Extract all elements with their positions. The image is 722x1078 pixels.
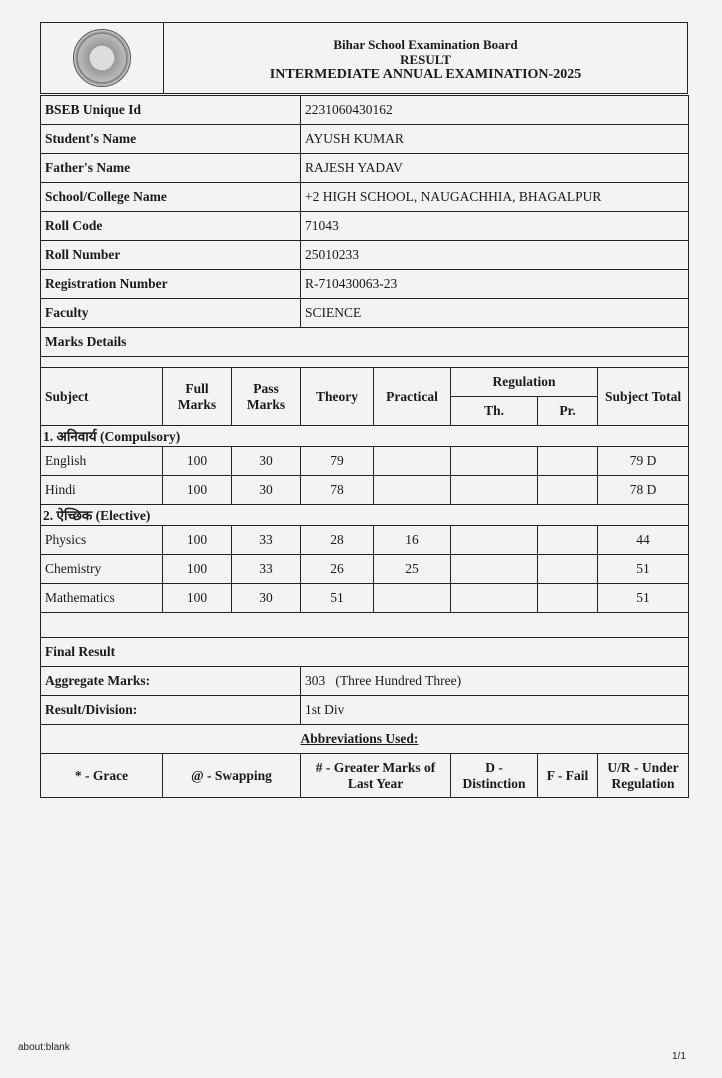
info-value: +2 HIGH SCHOOL, NAUGACHHIA, BHAGALPUR: [301, 183, 689, 212]
bseb-logo-icon: [73, 29, 131, 87]
full-marks: 100: [163, 555, 232, 584]
col-theory: Theory: [301, 368, 374, 426]
full-marks: 100: [163, 584, 232, 613]
subject-row: [41, 555, 689, 584]
col-subject-total: Subject Total: [598, 368, 689, 426]
info-value: SCIENCE: [301, 299, 689, 328]
theory-marks: 51: [301, 584, 374, 613]
theory-marks: 78: [301, 476, 374, 505]
result-table: [40, 95, 689, 798]
abbrev-grace: * - Grace: [41, 754, 163, 798]
col-practical: Practical: [374, 368, 451, 426]
info-label: Faculty: [41, 299, 301, 328]
pass-marks: 30: [232, 584, 301, 613]
col-reg-th: Th.: [451, 397, 538, 426]
subject-name: English: [41, 447, 163, 476]
abbrev-fail: F - Fail: [538, 754, 598, 798]
info-row: [41, 270, 689, 299]
subject-name: Physics: [41, 526, 163, 555]
result-label: Result/Division:: [41, 696, 301, 725]
board-name: Bihar School Examination Board: [333, 37, 518, 52]
abbreviations-title: Abbreviations Used:: [301, 725, 689, 754]
info-label: Roll Number: [41, 241, 301, 270]
exam-title: INTERMEDIATE ANNUAL EXAMINATION-2025: [269, 67, 582, 82]
info-value: 25010233: [301, 241, 689, 270]
pass-marks: 30: [232, 476, 301, 505]
subject-total: 51: [598, 555, 689, 584]
practical-marks: [374, 476, 451, 505]
section-title: 2. ऐच्छिक (Elective): [41, 505, 689, 526]
abbrev-under-regulation: U/R - Under Regulation: [598, 754, 689, 798]
full-marks: 100: [163, 476, 232, 505]
subject-total: 51: [598, 584, 689, 613]
info-value: 2231060430162: [301, 96, 689, 125]
subject-name: Hindi: [41, 476, 163, 505]
subject-name: Chemistry: [41, 555, 163, 584]
subject-total: 78 D: [598, 476, 689, 505]
footer-url: about:blank: [18, 1042, 70, 1053]
practical-marks: 16: [374, 526, 451, 555]
abbrev-distinction: D - Distinction: [451, 754, 538, 798]
info-row: [41, 125, 689, 154]
result-header: [40, 22, 688, 94]
full-marks: 100: [163, 447, 232, 476]
info-row: [41, 96, 689, 125]
theory-marks: 26: [301, 555, 374, 584]
full-marks: 100: [163, 526, 232, 555]
subject-row: [41, 447, 689, 476]
subject-row: [41, 584, 689, 613]
result-title: RESULT: [400, 52, 451, 67]
footer-page: 1/1: [672, 1051, 686, 1062]
aggregate-value: 303 (Three Hundred Three): [301, 667, 689, 696]
info-label: BSEB Unique Id: [41, 96, 301, 125]
section-title: 1. अनिवार्य (Compulsory): [41, 426, 689, 447]
col-regulation: Regulation: [451, 368, 598, 397]
col-reg-pr: Pr.: [538, 397, 598, 426]
abbrev-swapping: @ - Swapping: [163, 754, 301, 798]
info-row: [41, 183, 689, 212]
theory-marks: 79: [301, 447, 374, 476]
practical-marks: [374, 447, 451, 476]
info-row: [41, 241, 689, 270]
final-result-title: Final Result: [41, 638, 689, 667]
abbrev-greater-marks: # - Greater Marks of Last Year: [301, 754, 451, 798]
col-pass-marks: Pass Marks: [232, 368, 301, 426]
subject-total: 44: [598, 526, 689, 555]
subject-total: 79 D: [598, 447, 689, 476]
marks-details-title: Marks Details: [41, 328, 689, 357]
subject-row: [41, 526, 689, 555]
theory-marks: 28: [301, 526, 374, 555]
pass-marks: 33: [232, 526, 301, 555]
subject-row: [41, 476, 689, 505]
info-value: 71043: [301, 212, 689, 241]
info-value: RAJESH YADAV: [301, 154, 689, 183]
info-label: School/College Name: [41, 183, 301, 212]
practical-marks: 25: [374, 555, 451, 584]
info-label: Roll Code: [41, 212, 301, 241]
col-subject: Subject: [41, 368, 163, 426]
pass-marks: 33: [232, 555, 301, 584]
info-row: [41, 154, 689, 183]
pass-marks: 30: [232, 447, 301, 476]
subject-name: Mathematics: [41, 584, 163, 613]
info-label: Father's Name: [41, 154, 301, 183]
info-row: [41, 299, 689, 328]
info-label: Registration Number: [41, 270, 301, 299]
aggregate-label: Aggregate Marks:: [41, 667, 301, 696]
result-value: 1st Div: [301, 696, 689, 725]
practical-marks: [374, 584, 451, 613]
info-value: R-710430063-23: [301, 270, 689, 299]
info-label: Student's Name: [41, 125, 301, 154]
col-full-marks: Full Marks: [163, 368, 232, 426]
info-value: AYUSH KUMAR: [301, 125, 689, 154]
info-row: [41, 212, 689, 241]
